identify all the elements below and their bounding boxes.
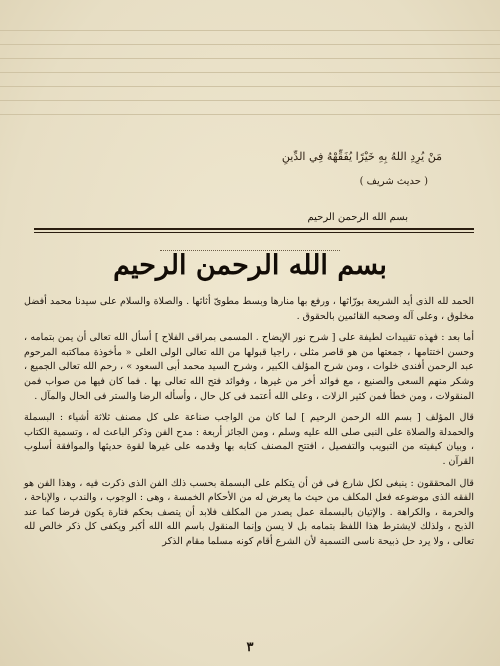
bleed-through-line <box>0 86 500 87</box>
basmala-calligraphy: بسم الله الرحمن الرحيم <box>113 250 387 281</box>
hadith-text: مَنْ يُرِدِ اللهُ بِهِ خَيْرًا يُفَقِّهْهُ فِي الدِّينِ <box>281 150 442 163</box>
bleed-through-line <box>0 72 500 73</box>
bleed-through-line <box>0 100 500 101</box>
bleed-through-line <box>0 114 500 115</box>
page-number: ٣ <box>246 640 254 655</box>
paragraph-3: قال المؤلف [ بسم الله الرحمن الرحيم ] لما كان من الواجب صناعة على كل مصنف ثلاثة أشياء : البسملة والحمدلة والصلاة على النبى صلى الله عليه وسلم ، ومن الجائز أربعة : مدح الفن وذكر الباعث له ، وتسمية الكتاب ، وبيان كيفيته من التبويب والتفصيل ، افتتح المصنف كتابه بها وقدمه على غيرها لقوة حديثها والموافقة أسلوب القرآن . <box>24 412 474 467</box>
body-text <box>24 295 474 557</box>
divider-rule <box>34 232 474 233</box>
paragraph-2: أما بعد : فهذه تقييدات لطيفة على [ شرح نور الإيضاح . المسمى بمراقى الفلاح ] أسأل الله تعالى أن يمن بتمامه ، وحسن اختتامها ، جمعتها من هو قاصر مثلى ، راجيا قبولها من الله تعالى الولى العلى « مأخوذة مماكتبه المرحوم عبد الرحمن أفندى خلوات ، ومن شرح المؤلف الكبير ، وشرح السيد محمد أبى السعود » ، رحم الله تعالى الجميع ، وشكر منهم السعى والصنيع ، مع فوائد أخر من غيرها ، وفوائد فتح الله تعالى بها . فما كان فيها من صواب فمن المنقولات ، ومن خطأ فمن كثير الزلات ، وعلى الله أعتمد فى كل حال ، وأسأله الرضا والستر فى الحال والمآل . <box>24 332 475 402</box>
paragraph-4: قال المحققون : ينبغى لكل شارع فى فن أن يتكلم على البسملة بحسب ذلك الفن الذى ذكرت فيه ، وهذا الفن هو الفقه الذى موضوعه فعل المكلف من حيث ما يعرض له من الأحكام الخمسة ، وهى : الوجوب ، والندب ، والإباحة ، والحرمة ، والكراهة . والإتيان بالبسملة عمل يصدر من المكلف فلابد أن يتصف بحكم فتارة يكون فرضا كما عند الذبح ، ولذلك لايشترط هذا اللفظ بتمامه بل لا يسن وإنما المنقول باسم الله الله أكبر ويكفى كل ذكر خالص لله تعالى ، ولا يرد حل ذبيحة ناسى التسمية لأن الشرع أقام كونه مسلما مقام الذكر <box>24 477 474 547</box>
bleed-through-line <box>0 44 500 45</box>
paragraph-1: الحمد لله الذى أيد الشريعة بورّاثها ، ورفع بها منارها وبسط مطوىّ أثاثها . والصلاة والسلام على سيدنا محمد أفضل مخلوق ، وعلى آله وصحبه القائمين بالحقوق . <box>24 296 474 322</box>
basmala-heading: بسم الله الرحمن الرحيم <box>307 212 408 223</box>
divider-rule <box>34 228 474 230</box>
hadith-source: ( حديث شريف ) <box>359 176 428 187</box>
bleed-through-line <box>0 58 500 59</box>
bleed-through-line <box>0 30 500 31</box>
